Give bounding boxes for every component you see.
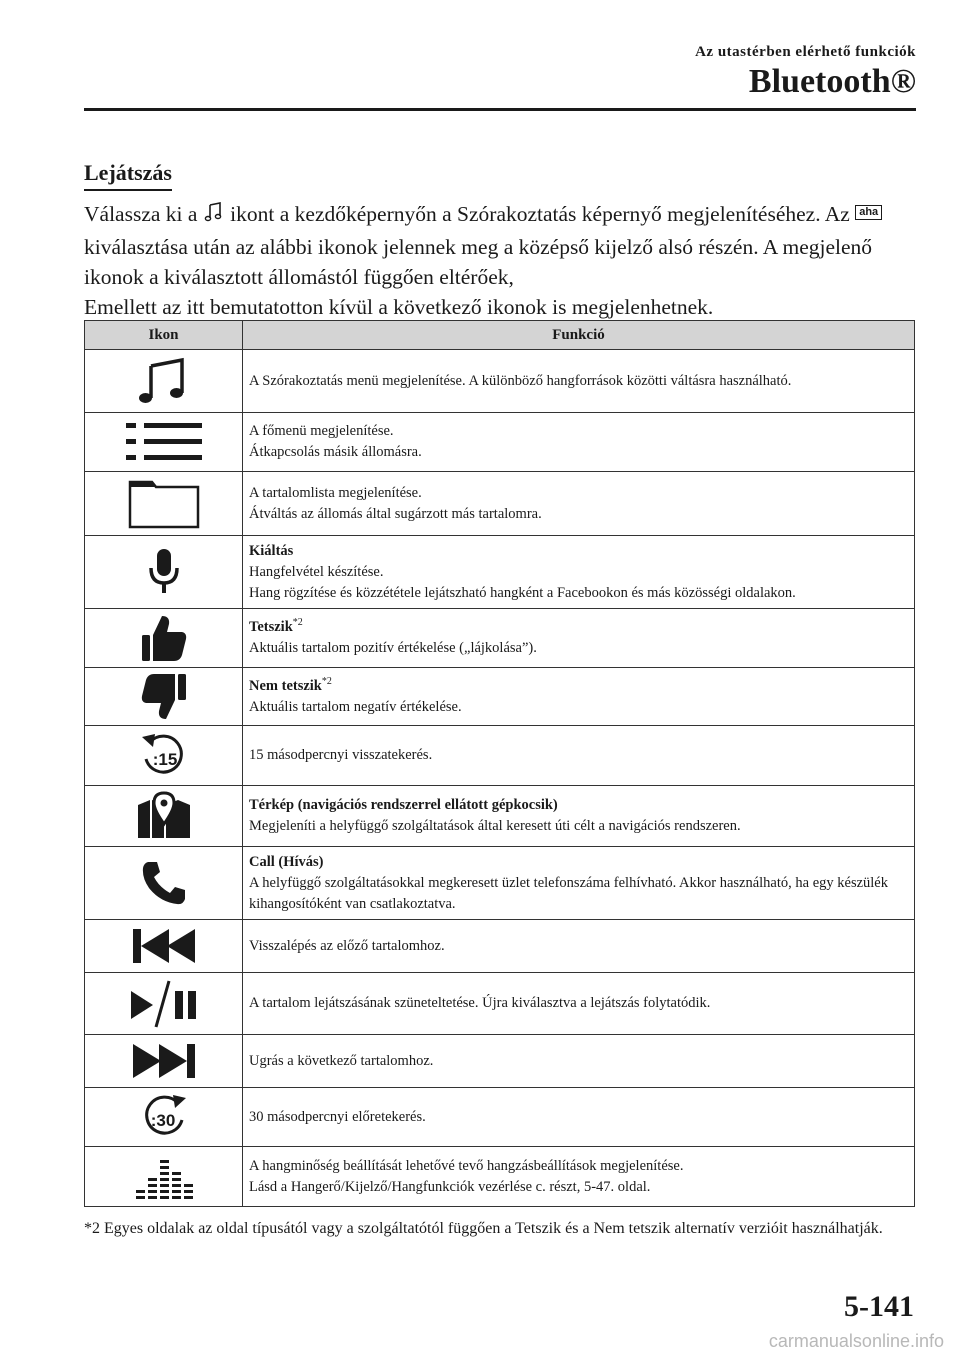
watermark: carmanualsonline.info: [768, 1331, 944, 1351]
table-row: :15 15 másodpercnyi visszatekerés.: [85, 726, 915, 786]
play-pause-icon: [129, 979, 199, 1029]
music-note-icon: [134, 356, 194, 406]
table-row: Ugrás a következő tartalomhoz.: [85, 1035, 915, 1088]
intro-paragraph-1: Válassza ki a ikont a kezdőképernyőn a Szórakoztatás képernyő megjelenítéséhez. Az aha kiválasztása után az alábbi ikonok jelennek meg a középső kijelző alsó részén. A megjelenő ikonok a kiválasztott állomástól függően eltérőek,: [84, 199, 920, 292]
table-row: A Szórakoztatás menü megjelenítése. A különböző hangforrások közötti váltásra használható.: [85, 350, 915, 413]
thumbs-down-icon: [139, 672, 189, 722]
equalizer-bar-segment: [148, 1190, 157, 1193]
equalizer-bar-segment: [160, 1160, 169, 1163]
equalizer-bar-segment: [160, 1178, 169, 1181]
list-menu-icon: [124, 420, 204, 464]
aha-badge: aha: [855, 205, 882, 220]
equalizer-bar-segment: [172, 1184, 181, 1187]
microphone-icon: [144, 546, 184, 598]
header-title: Bluetooth®: [748, 63, 916, 100]
equalizer-bar-segment: [136, 1190, 145, 1193]
table-row: A tartalom lejátszásának szüneteltetése. Újra kiválasztva a lejátszás folytatódik.: [85, 973, 915, 1035]
table-row: :30 30 másodpercnyi előretekerés.: [85, 1088, 915, 1147]
equalizer-bar-segment: [172, 1172, 181, 1175]
skip-back-icon: [131, 926, 197, 966]
column-header-icon: Ikon: [85, 321, 243, 350]
equalizer-bar-segment: [172, 1178, 181, 1181]
map-pin-icon: [136, 791, 192, 841]
equalizer-bar-segment: [160, 1172, 169, 1175]
header-rule: [84, 108, 916, 111]
page-number: 5-141: [844, 1290, 914, 1323]
table-row: A tartalomlista megjelenítése. Átváltás az állomás által sugárzott más tartalomra.: [85, 472, 915, 536]
table-row: Nem tetszik$^{*2}$ Aktuális tartalom negatív értékelése.: [85, 668, 915, 726]
table-row: Tetszik$^{*2}$ Aktuális tartalom pozitív értékelése („lájkolása”).: [85, 609, 915, 668]
thumbs-up-icon: [139, 613, 189, 663]
table-row: A hangminőség beállítását lehetővé tevő hangzásbeállítások megjelenítése. Lásd a Hangerő/Kijelző/Hangfunkciók vezérlése c. részt, 5-47. oldal.: [85, 1147, 915, 1207]
svg-text::15: :15: [152, 749, 177, 769]
intro-paragraph-2: Emellett az itt bemutatotton kívül a következő ikonok is megjelenhetnek.: [84, 295, 714, 319]
folder-icon: [128, 479, 200, 529]
footnote: *2 Egyes oldalak az oldal típusától vagy a szolgáltatótól függően a Tetszik és a Nem tetszik alternatív verzióit használhatják.: [84, 1220, 883, 1237]
function-table: [84, 320, 915, 1207]
header-section: Az utastérben elérhető funkciók: [695, 44, 916, 60]
equalizer-bar-segment: [136, 1196, 145, 1199]
table-row: Visszalépés az előző tartalomhoz.: [85, 920, 915, 973]
equalizer-bar-segment: [148, 1196, 157, 1199]
table-row: Call (Hívás) A helyfüggő szolgáltatásokkal megkeresett üzlet telefonszáma felhívható. Akkor használható, ha egy készülék kihangosítóként van csatlakoztatva.: [85, 847, 915, 920]
equalizer-bar-segment: [172, 1190, 181, 1193]
equalizer-bar-segment: [160, 1196, 169, 1199]
equalizer-bar-segment: [160, 1190, 169, 1193]
forward-30-icon: [138, 1091, 190, 1143]
equalizer-bar-segment: [160, 1166, 169, 1169]
entertainment-note-icon: [203, 200, 225, 232]
phone-icon: [141, 860, 187, 906]
equalizer-bar-segment: [184, 1184, 193, 1187]
equalizer-bar-segment: [148, 1178, 157, 1181]
svg-text::30: :30: [150, 1111, 175, 1130]
column-header-function: Funkció: [243, 321, 915, 350]
page-header: [695, 44, 916, 101]
table-row: Kiáltás Hangfelvétel készítése. Hang rögzítése és közzététele lejátszható hangként a Facebookon és más közösségi oldalakon.: [85, 536, 915, 609]
intro-text: [84, 199, 920, 322]
table-row: A főmenü megjelenítése. Átkapcsolás másik állomásra.: [85, 413, 915, 472]
equalizer-icon: [134, 1152, 194, 1202]
equalizer-bar-segment: [148, 1184, 157, 1187]
rewind-15-icon: [138, 730, 190, 782]
section-title: Lejátszás: [84, 160, 172, 191]
table-header-row: [85, 321, 915, 350]
skip-forward-icon: [131, 1041, 197, 1081]
equalizer-bar-segment: [184, 1190, 193, 1193]
table-row: Térkép (navigációs rendszerrel ellátott gépkocsik) Megjeleníti a helyfüggő szolgáltatások által keresett úti célt a navigációs rendszeren.: [85, 786, 915, 847]
equalizer-bar-segment: [160, 1184, 169, 1187]
equalizer-bar-segment: [184, 1196, 193, 1199]
equalizer-bar-segment: [172, 1196, 181, 1199]
